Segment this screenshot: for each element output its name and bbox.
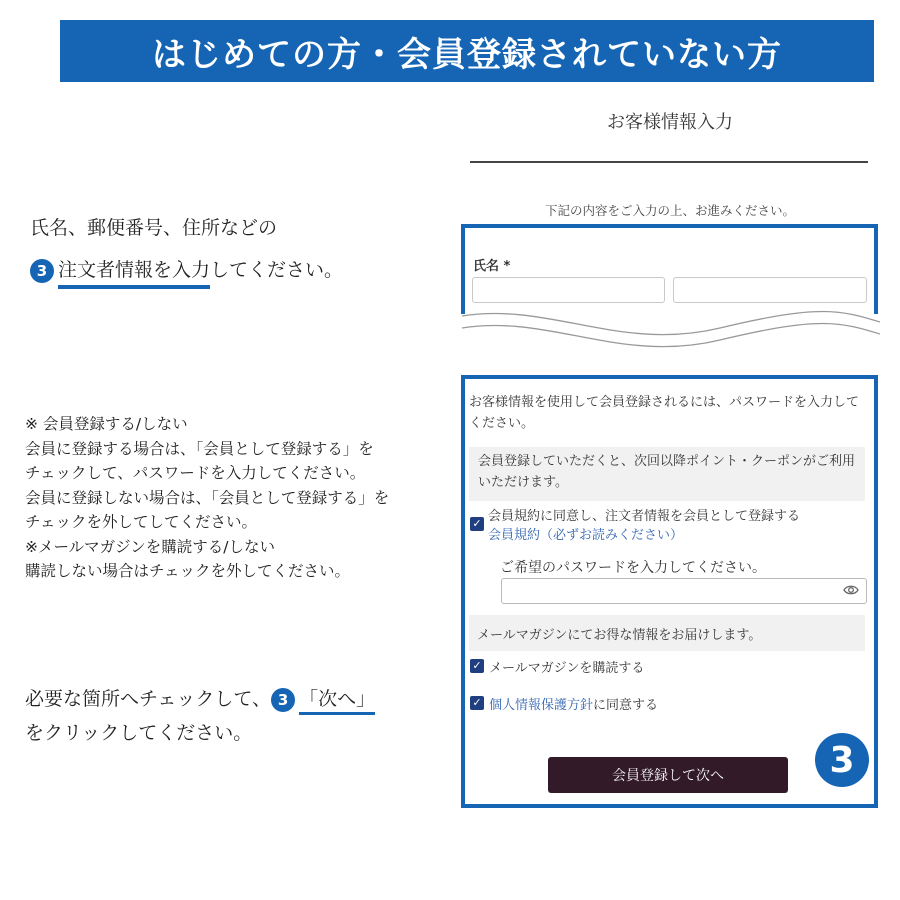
instruction-notes [25,412,389,584]
privacy-checkbox[interactable] [470,696,484,710]
register-note: お客様情報を使用して会員登録されるには、パスワードを入力してください。 [469,395,860,431]
eye-icon[interactable] [843,583,859,597]
password-label: ご希望のパスワードを入力してください。 [500,560,766,576]
banner-title: はじめての方・会員登録されていない方 [152,34,782,75]
privacy-agree-text: に同意する [593,698,659,713]
privacy-label [489,694,658,713]
register-next-button[interactable]: 会員登録して次へ [548,757,788,793]
form-lead-text: 下記の内容をご入力の上、お進みください。 [544,203,795,218]
step-badge-large: 3 [815,733,869,787]
instruction-final-line2: をクリックしてください。 [25,722,253,744]
note-line: ※ 会員登録する/しない [25,415,188,433]
step-badge: 3 [271,688,295,712]
step-badge: 3 [30,259,54,283]
mailmag-checkbox-label: メールマガジンを購読する [489,661,645,676]
instruction-highlight: 注文者情報を入力 [58,259,210,289]
check-icon: ✓ [472,517,482,530]
member-checkbox-text: 会員規約に同意し、注文者情報を会員として登録する [488,509,801,524]
instruction-final-prefix: 必要な箇所へチェックして、 [25,688,272,710]
mailmag-info-text: メールマガジンにてお得な情報をお届けします。 [477,628,762,643]
name-label: 氏名 * [473,259,511,274]
check-icon: ✓ [472,696,482,709]
note-line: ※メールマガジンを購読する/しない [25,537,276,556]
note-line: 会員に登録しない場合は、「会員として登録する」を [25,488,390,507]
instruction-final [25,682,375,750]
member-terms-link[interactable]: 会員規約（必ずお読みください） [488,528,684,543]
instruction-intro-rest: してください。 [210,259,344,281]
wave-divider [440,300,880,370]
password-input[interactable] [501,578,867,604]
member-register-checkbox[interactable] [470,517,484,531]
member-register-label [488,507,800,545]
note-line: 購読しない場合はチェックを外してください。 [25,562,351,580]
benefit-text: 会員登録していただくと、次回以降ポイント・クーポンがご利用いただけます。 [478,454,856,490]
note-line: チェックを外してしてください。 [25,513,258,531]
privacy-policy-link[interactable]: 個人情報保護方針 [489,698,594,713]
check-icon: ✓ [472,659,482,672]
instruction-intro [30,213,343,285]
note-line: チェックして、パスワードを入力してください。 [25,464,366,482]
instruction-next-highlight: 「次へ」 [299,688,375,715]
title-divider [470,161,868,163]
form-title: お客様情報入力 [607,112,733,133]
mailmag-checkbox[interactable] [470,659,484,673]
instruction-intro-line1: 氏名、郵便番号、住所などの [30,217,278,239]
note-line: 会員に登録する場合は、「会員として登録する」を [25,439,374,458]
page-banner [60,20,874,82]
